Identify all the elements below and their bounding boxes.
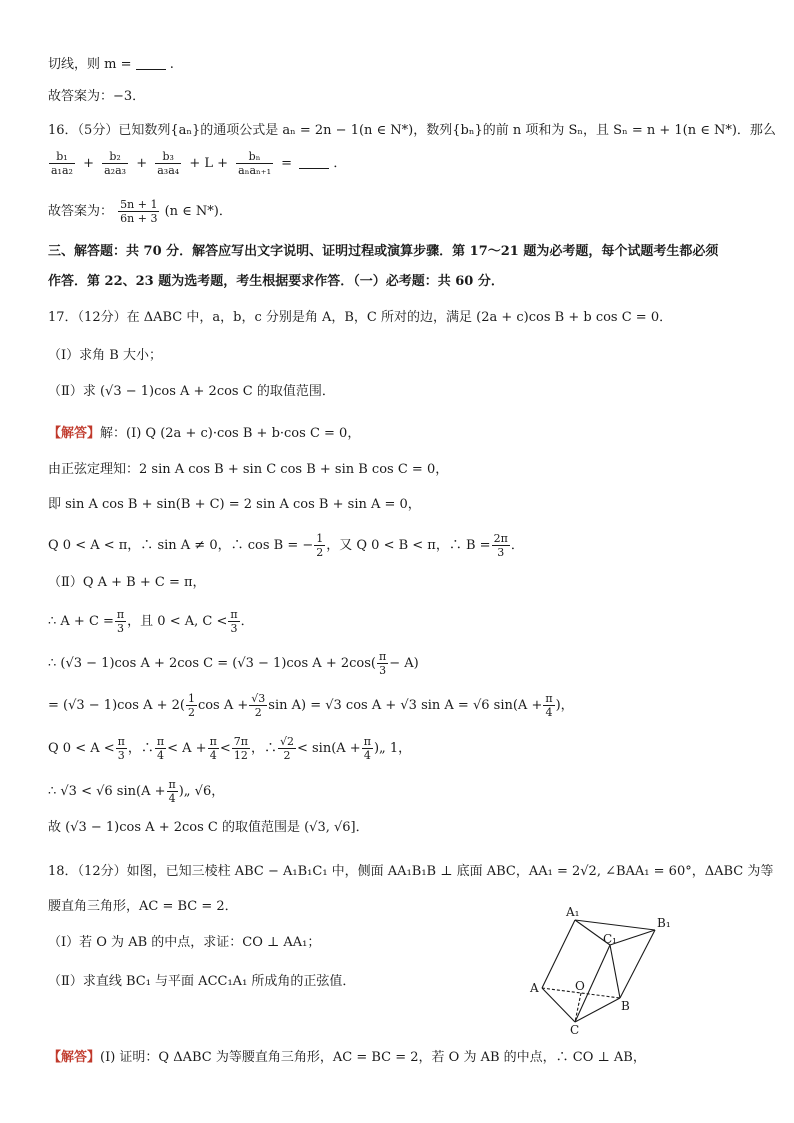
edge-C-B	[575, 998, 620, 1022]
fraction: $\frac{\pi}{4}$	[545, 692, 553, 719]
answer-16: 故答案为： $\frac{5n + 1}{6n + 3}$ (n ∈ N*)．	[48, 198, 232, 225]
label-B1: B₁	[657, 916, 671, 930]
label-C1: C₁	[603, 932, 617, 946]
answer-15: 故答案为：−3．	[48, 89, 146, 104]
solution-17-line-2: 由正弦定理知：2 sin A cos B + sin C cos B + sin B cos C = 0，	[48, 462, 449, 477]
solution-tag: 【解答】	[48, 1050, 101, 1065]
question-17-part-2: （Ⅱ）求 (√3 − 1)cos A + 2cos C 的取值范围．	[48, 384, 335, 399]
solution-17-line-7: ∴ (√3 − 1)cos A + 2cos C = (√3 − 1)cos A + 2cos( $\frac{\pi}{3}$ − A)	[48, 650, 419, 677]
section-3-heading-cont: 作答．第 22、23 题为选考题，考生根据要求作答．（一）必考题：共 60 分．	[48, 274, 504, 289]
fraction: $\frac{\pi}{4}$	[363, 735, 371, 762]
fraction: $\frac{√3}{2}$	[251, 692, 266, 719]
fraction: $\frac{2\pi}{3}$	[493, 532, 508, 559]
solution-17-line-10: ∴ √3 < √6 sin(A + $\frac{\pi}{4}$ )„ √6，	[48, 778, 225, 805]
question-18-part-1: （Ⅰ）若 O 为 AB 的中点，求证：CO ⊥ AA₁；	[48, 935, 321, 950]
solution-17-line-8: = (√3 − 1)cos A + 2( $\frac{1}{2}$ cos A + $\frac{√3}{2}$ sin A) = √3 cos A + √3 sin A = √6 sin(A + $\frac{\pi}{4}$ )，	[48, 692, 574, 719]
text-line-1: 切线，则 m = .	[48, 57, 174, 72]
question-18-cont: 腰直角三角形，AC = BC = 2．	[48, 899, 238, 914]
fraction: $\frac{\pi}{3}$	[117, 735, 125, 762]
fraction: $\frac{1}{2}$	[316, 532, 324, 559]
label-B: B	[621, 999, 630, 1013]
edge-A-A1	[542, 920, 575, 988]
label-C: C	[570, 1023, 580, 1035]
question-18-part-2: （Ⅱ）求直线 BC₁ 与平面 ACC₁A₁ 所成角的正弦值．	[48, 974, 356, 989]
section-3-heading: 三、解答题：共 70 分．解答应写出文字说明、证明过程或演算步骤．第 17～21 题为必考题，每个试题考生都必须	[48, 244, 719, 259]
fraction: $\frac{\pi}{4}$	[168, 778, 176, 805]
fraction: $\frac{\pi}{3}$	[378, 650, 387, 677]
answer-blank	[299, 168, 329, 169]
fraction: $\frac{\pi}{4}$	[156, 735, 165, 762]
label-A: A	[530, 981, 539, 995]
fraction: $\frac{7\pi}{12}$	[233, 735, 248, 762]
fraction: $\frac{\text{b₃}}{\text{a₃a₄}}$	[157, 150, 180, 177]
question-16: 16．（5分）已知数列{aₙ}的通项公式是 aₙ = 2n − 1(n ∈ N*)，数列{bₙ}的前 n 项和为 Sₙ，且 Sₙ = n + 1(n ∈ N*)．那么	[48, 123, 776, 138]
solution-17-line-4: Q 0 < A < π，∴ sin A ≠ 0，∴ cos B = − $\frac{1}{2}$ ，又 Q 0 < B < π，∴ B = $\frac{2\pi}{3}$ ．	[48, 532, 524, 559]
edge-C1-B	[610, 945, 620, 998]
solution-17-line-9: Q 0 < A < $\frac{\pi}{3}$ ，∴ $\frac{\pi}{4}$ < A + $\frac{\pi}{4}$ < $\frac{7\pi}{12}$ ，∴ $\frac{√2}{2}$ < sin(A + $\frac{\pi}{4}$ )„ 1，	[48, 735, 412, 762]
edge-O-C-hidden	[575, 993, 581, 1022]
fraction: $\frac{\text{b₁}}{\text{a₁a₂}}$	[51, 150, 73, 177]
fraction: $\frac{1}{2}$	[187, 692, 195, 719]
fraction: $\frac{\pi}{3}$	[230, 608, 238, 635]
fraction: $\frac{\text{b₂}}{\text{a₂a₃}}$	[104, 150, 127, 177]
answer-blank	[136, 69, 166, 70]
fraction: $\frac{\pi}{3}$	[116, 608, 125, 635]
label-A1: A₁	[566, 905, 580, 919]
prism-figure	[520, 900, 680, 1035]
solution-17-line-1: 【解答】解：(Ⅰ) Q (2a + c)·cos B + b·cos C = 0，	[48, 426, 361, 441]
question-17: 17．（12分）在 ΔABC 中，a，b，c 分别是角 A，B，C 所对的边，满足 (2a + c)cos B + b cos C = 0．	[48, 310, 673, 325]
fraction: $\frac{\text{bₙ}}{\text{aₙaₙ₊₁}}$	[238, 150, 272, 177]
question-18: 18．（12分）如图，已知三棱柱 ABC − A₁B₁C₁ 中，侧面 AA₁B₁B ⊥ 底面 ABC，AA₁ = 2√2, ∠BAA₁ = 60°，ΔABC 为等	[48, 864, 774, 879]
solution-tag: 【解答】	[48, 426, 101, 441]
solution-17-line-6: ∴ A + C = $\frac{\pi}{3}$ ，且 0 < A, C < $\frac{\pi}{3}$ ．	[48, 608, 254, 635]
fraction: $\frac{5n + 1}{6n + 3}$	[120, 198, 158, 225]
edge-A-C	[542, 988, 575, 1022]
fraction: $\frac{\pi}{4}$	[209, 735, 217, 762]
question-16-formula: $\frac{\text{b₁}}{\text{a₁a₂}}$ + $\frac{\text{b₂}}{\text{a₂a₃}}$ + $\frac{\text{b₃}}{\text{a₃a₄}}$ + L + $\frac{\text{bₙ}}{\text{aₙaₙ₊₁}}$ = ．	[51, 150, 347, 177]
solution-17-conclusion: 故 (√3 − 1)cos A + 2cos C 的取值范围是 (√3, √6]．	[48, 820, 369, 835]
solution-18-line-1: 【解答】(Ⅰ) 证明：Q ΔABC 为等腰直角三角形，AC = BC = 2，若 O 为 AB 的中点，∴ CO ⊥ AB，	[48, 1050, 646, 1065]
solution-17-line-3: 即 sin A cos B + sin(B + C) = 2 sin A cos B + sin A = 0，	[48, 497, 421, 512]
question-17-part-1: （Ⅰ）求角 B 大小；	[48, 348, 162, 363]
fraction: $\frac{√2}{2}$	[279, 735, 294, 762]
label-O: O	[575, 979, 585, 993]
solution-17-line-5: （Ⅱ）Q A + B + C = π，	[48, 575, 206, 590]
